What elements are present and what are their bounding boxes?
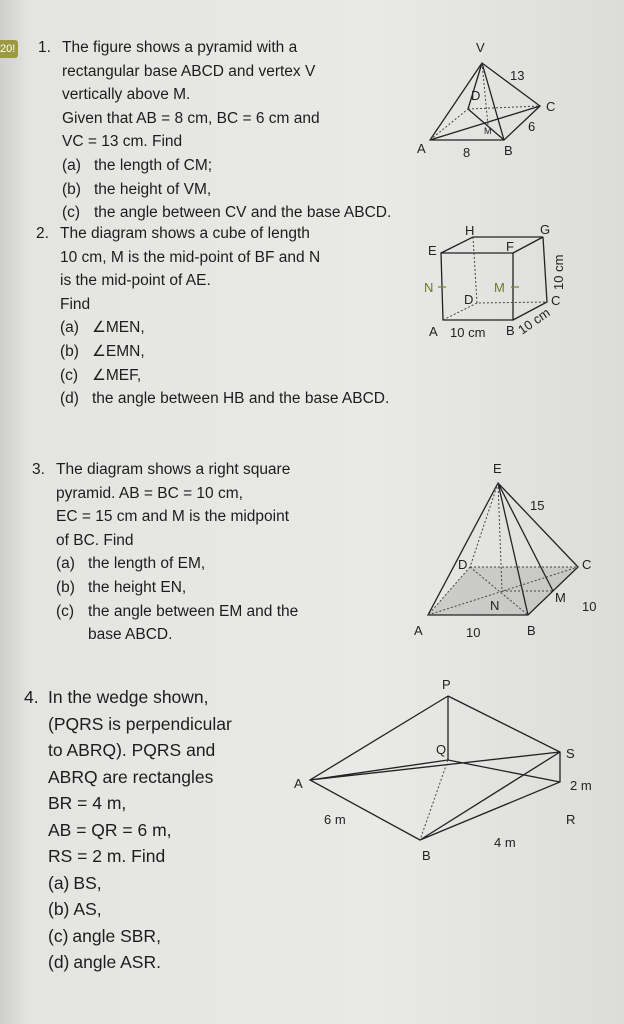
question-text: AB = QR = 6 m,	[48, 819, 172, 840]
diagram-label: A	[414, 623, 423, 638]
diagram-label: 10	[466, 625, 481, 640]
wedge-diagram	[290, 670, 610, 870]
diagram-label: M	[484, 126, 492, 136]
section-tag: 20!	[0, 40, 18, 58]
question-part	[48, 949, 232, 976]
question-text: The diagram shows a right square	[56, 461, 291, 478]
text: (a)	[62, 156, 81, 174]
question-part	[60, 316, 389, 340]
question-text: vertically above M.	[62, 86, 191, 104]
question-text: rectangular base ABCD and vertex V	[62, 62, 316, 80]
text: ∠MEN,	[92, 319, 145, 337]
diagram-label: 4 m	[494, 835, 516, 850]
diagram-label: D	[471, 88, 481, 103]
question-text: (PQRS is perpendicular	[48, 713, 232, 734]
diagram-label: 10 cm	[515, 304, 553, 338]
question-text: to ABRQ). PQRS and	[48, 740, 216, 760]
text: (a)	[48, 872, 70, 893]
question-number: 4.	[24, 687, 39, 707]
question-part	[48, 870, 232, 897]
text: (b)	[62, 180, 81, 198]
question-part	[62, 178, 391, 202]
text: (c)	[62, 204, 81, 222]
question-part	[60, 340, 389, 364]
question-part	[48, 923, 232, 950]
text: (b)	[56, 578, 75, 596]
text: (c)	[60, 366, 79, 384]
text: (b)	[60, 342, 79, 360]
diagram-label: N	[424, 280, 434, 295]
diagram-label: A	[417, 141, 426, 156]
text: (a)	[60, 319, 79, 337]
question-part	[56, 623, 298, 647]
diagram-label: B	[506, 323, 515, 338]
text: ∠MEF,	[92, 366, 142, 384]
diagram-label: C	[546, 99, 556, 114]
diagram-label: 10 cm	[551, 254, 566, 290]
question-text: VC = 13 cm. Find	[62, 133, 183, 151]
question-text: Find	[60, 295, 91, 313]
diagram-label: H	[465, 223, 475, 238]
question-text: In the wedge shown,	[48, 687, 209, 707]
text: (d)	[48, 952, 70, 972]
diagram-label: B	[504, 143, 513, 158]
text: (b)	[48, 899, 70, 919]
question-text: Given that AB = 8 cm, BC = 6 cm and	[62, 109, 320, 127]
diagram-label: F	[506, 239, 514, 254]
text: the height of VM,	[94, 180, 212, 198]
question-part	[48, 896, 232, 923]
text: the length of EM,	[88, 555, 206, 573]
question-text: ABRQ are rectangles	[48, 766, 214, 787]
diagram-label: E	[428, 243, 437, 258]
diagram-label: 13	[510, 68, 525, 83]
diagram-label: C	[582, 557, 592, 572]
question-part	[56, 576, 298, 600]
question-part	[56, 552, 298, 576]
question-part	[60, 387, 389, 411]
question-number: 3.	[32, 461, 45, 478]
diagram-label: G	[540, 222, 551, 237]
diagram-label: D	[464, 292, 474, 307]
question-text: The figure shows a pyramid with a	[62, 39, 298, 56]
text: (d)	[60, 390, 79, 408]
text: the height EN,	[88, 578, 187, 596]
diagram-label: B	[422, 848, 431, 863]
text: the length of CM;	[94, 156, 213, 174]
diagram-label: 6 m	[324, 812, 346, 827]
text: the angle between EM and the	[88, 602, 299, 620]
question-text: is the mid-point of AE.	[60, 272, 211, 290]
diagram-label: 6	[528, 119, 536, 134]
text: BS,	[73, 872, 102, 893]
text: ∠EMN,	[92, 342, 145, 360]
diagram-label: E	[493, 461, 502, 476]
diagram-label: A	[294, 776, 303, 791]
diagram-label: 8	[463, 145, 471, 160]
diagram-label: D	[458, 557, 468, 572]
diagram-label: N	[490, 598, 500, 613]
text: the angle between CV and the base ABCD.	[94, 204, 392, 222]
diagram-label: R	[566, 812, 576, 827]
diagram-label: S	[566, 746, 575, 761]
diagram-label: M	[555, 590, 566, 605]
text: (c)	[48, 925, 69, 946]
diagram-label: P	[442, 677, 451, 692]
text: AS,	[73, 899, 102, 919]
question-part	[60, 364, 389, 388]
question-text: BR = 4 m,	[48, 793, 127, 813]
pyramid-diagram-3	[410, 455, 620, 645]
diagram-label: Q	[436, 742, 447, 757]
text: angle ASR.	[73, 952, 161, 972]
text: (a)	[56, 555, 75, 573]
text: angle SBR,	[72, 925, 161, 946]
question-number: 2.	[36, 225, 49, 242]
pyramid-diagram-1	[400, 40, 580, 160]
text: the angle between HB and the base ABCD.	[92, 390, 390, 408]
question-part	[56, 600, 298, 624]
text: (c)	[56, 602, 75, 620]
diagram-label: 2 m	[570, 778, 592, 793]
question-text: pyramid. AB = BC = 10 cm,	[56, 484, 243, 502]
diagram-label: 10	[582, 599, 597, 614]
question-text: EC = 15 cm and M is the midpoint	[56, 508, 290, 526]
diagram-label: A	[429, 324, 438, 339]
question-text: The diagram shows a cube of length	[60, 225, 310, 242]
question-text: RS = 2 m. Find	[48, 846, 166, 866]
diagram-label: C	[551, 293, 561, 308]
question-number: 1.	[38, 39, 51, 56]
diagram-label: V	[476, 40, 485, 55]
text: base ABCD.	[88, 626, 173, 644]
diagram-label: 15	[530, 498, 545, 513]
diagram-label: 10 cm	[450, 325, 486, 340]
diagram-label: M	[494, 280, 505, 295]
question-text: 10 cm, M is the mid-point of BF and N	[60, 248, 321, 266]
cube-diagram	[400, 210, 624, 350]
question-text: of BC. Find	[56, 531, 134, 549]
question-part	[62, 154, 391, 178]
diagram-label: B	[527, 623, 536, 638]
